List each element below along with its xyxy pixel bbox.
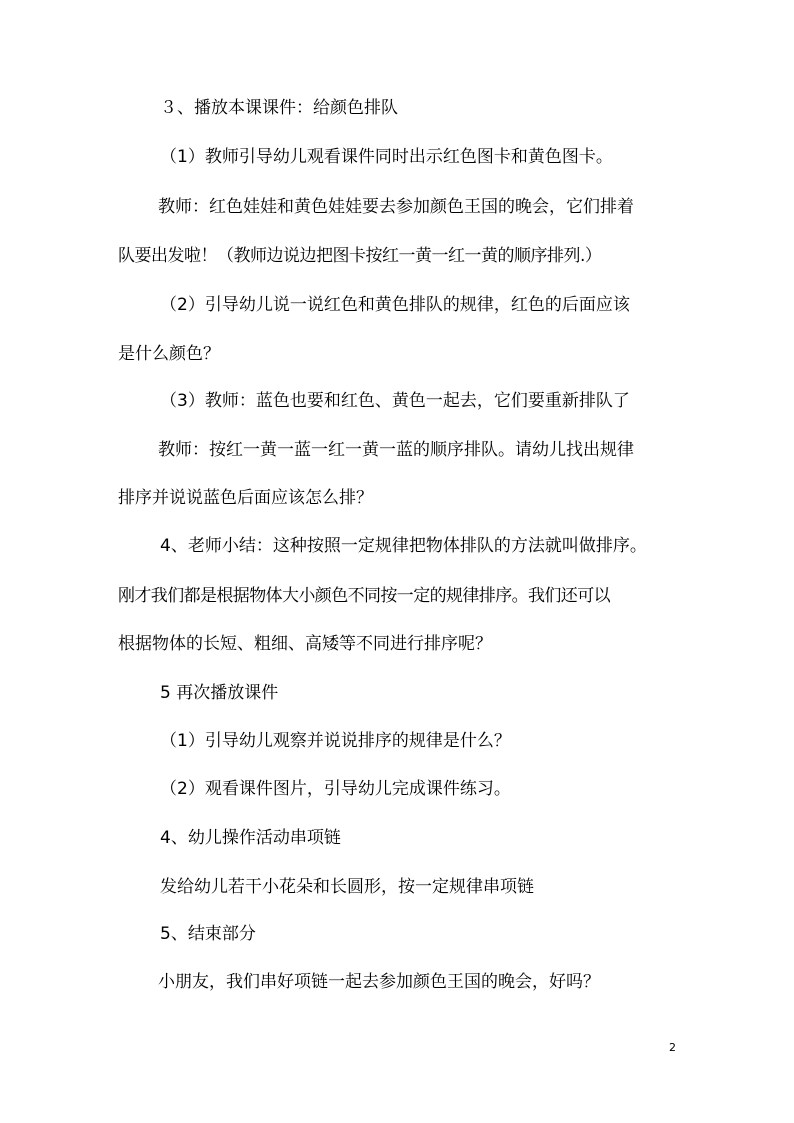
page-number: 2	[669, 1041, 676, 1054]
paragraph-line: 发给幼儿若干小花朵和长圆形，按一定规律串项链	[160, 877, 534, 897]
paragraph-line: 队要出发啦！（教师边说边把图卡按红一黄一红一黄的顺序排列.）	[118, 246, 602, 266]
step-3-text: （3）教师：蓝色也要和红色、黄色一起去，它们要重新排队了	[160, 391, 630, 411]
section-5-heading: 5 再次播放课件	[160, 683, 279, 703]
paragraph-line: 教师：红色娃娃和黄色娃娃要去参加颜色王国的晚会，它们排着	[158, 197, 634, 217]
paragraph-line: 排序并说说蓝色后面应该怎么排？	[118, 488, 373, 508]
step-2-text: （2）引导幼儿说一说红色和黄色排队的规律，红色的后面应该	[160, 295, 630, 315]
section-4-heading: 4、幼儿操作活动串项链	[160, 828, 341, 848]
paragraph-line: 根据物体的长短、粗细、高矮等不同进行排序呢？	[118, 634, 492, 654]
section-5-heading: 5、结束部分	[160, 924, 256, 944]
step-1-text: （1）教师引导幼儿观看课件同时出示红色图卡和黄色图卡。	[160, 147, 613, 167]
section-3-heading: ３、播放本课课件：给颜色排队	[160, 98, 398, 118]
step-1-text: （1）引导幼儿观察并说说排序的规律是什么？	[160, 731, 511, 751]
paragraph-line: 刚才我们都是根据物体大小颜色不同按一定的规律排序。我们还可以	[118, 586, 610, 606]
section-4-summary: 4、老师小结：这种按照一定规律把物体排队的方法就叫做排序。	[160, 536, 647, 556]
paragraph-line: 教师：按红一黄一蓝一红一黄一蓝的顺序排队。请幼儿找出规律	[158, 440, 634, 460]
paragraph-line: 小朋友，我们串好项链一起去参加颜色王国的晚会，好吗？	[158, 972, 600, 992]
step-2-text: （2）观看课件图片，引导幼儿完成课件练习。	[160, 779, 511, 799]
paragraph-line: 是什么颜色？	[118, 344, 220, 364]
